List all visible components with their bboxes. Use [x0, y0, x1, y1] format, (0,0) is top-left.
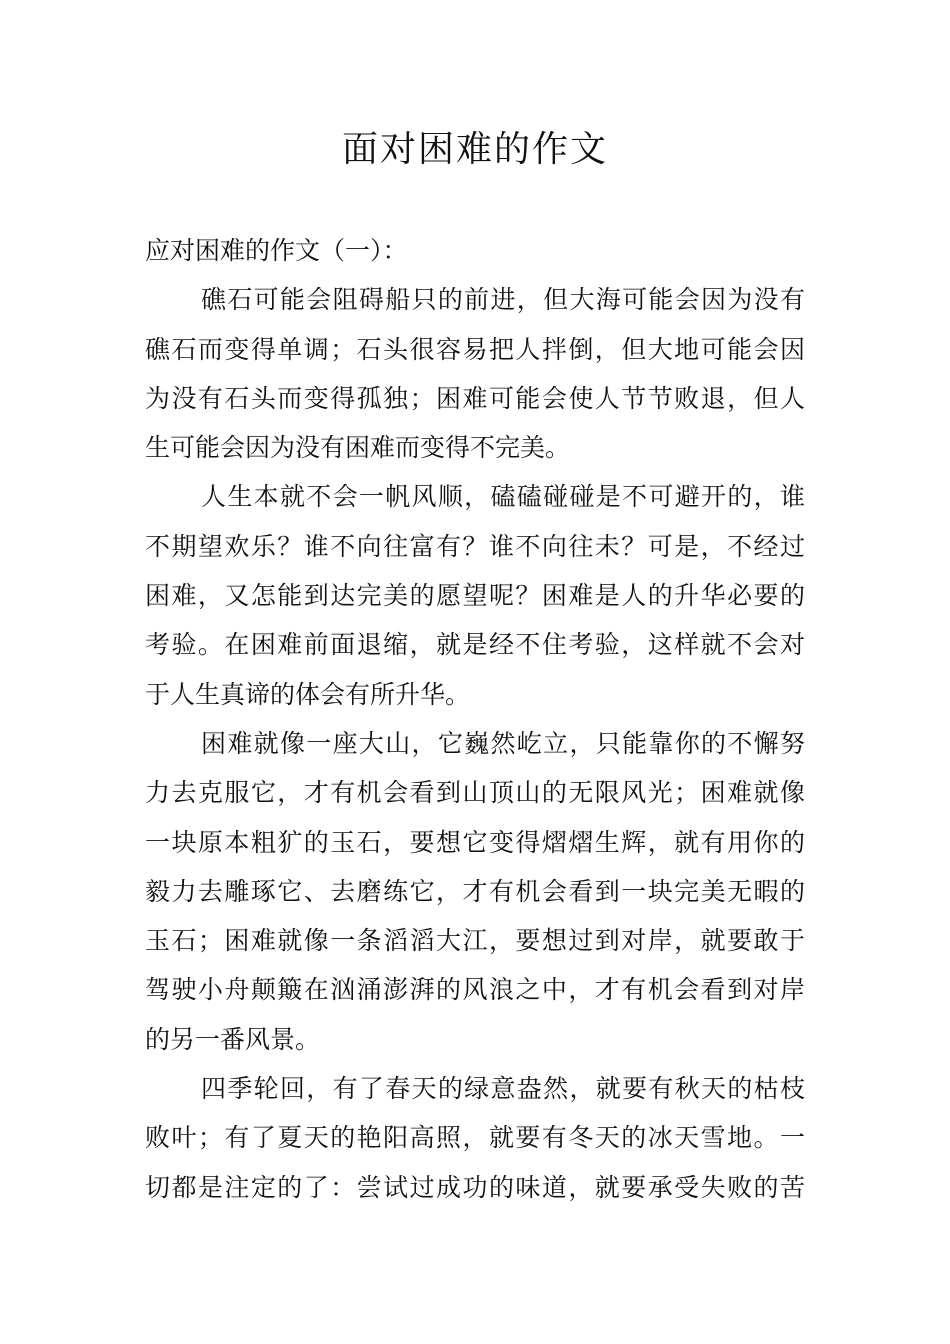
paragraph-3-line-2: 力去克服它，才有机会看到山顶山的无限风光；困难就像 [145, 778, 805, 808]
paragraph-2-line-2: 不期望欢乐？谁不向往富有？谁不向往未？可是，不经过 [145, 531, 805, 561]
paragraph-1-line-2: 礁石而变得单调；石头很容易把人拌倒，但大地可能会因 [145, 334, 805, 364]
document-body [145, 226, 805, 1212]
paragraph-1-line-4: 生可能会因为没有困难而变得不完美。 [145, 433, 571, 463]
paragraph-3-line-4: 毅力去雕琢它、去磨练它，才有机会看到一块完美无暇的 [145, 876, 805, 906]
paragraph-3-line-1: 困难就像一座大山，它巍然屹立，只能靠你的不懈努 [201, 728, 805, 758]
section-subheading: 应对困难的作文（一）： [145, 236, 408, 265]
paragraph-1-line-3: 为没有石头而变得孤独；困难可能会使人节节败退，但人 [145, 383, 805, 413]
paragraph-4-line-1: 四季轮回，有了春天的绿意盎然，就要有秋天的枯枝 [201, 1074, 805, 1104]
paragraph-3-line-3: 一块原本粗犷的玉石，要想它变得熠熠生辉，就有用你的 [145, 827, 805, 857]
paragraph-3-line-6: 驾驶小舟颠簸在汹涌澎湃的风浪之中，才有机会看到对岸 [145, 975, 805, 1005]
paragraph-4-line-2: 败叶；有了夏天的艳阳高照，就要有冬天的冰天雪地。一 [145, 1123, 805, 1153]
paragraph-3-line-7: 的另一番风景。 [145, 1024, 321, 1054]
paragraph-2-line-4: 考验。在困难前面退缩，就是经不住考验，这样就不会对 [145, 630, 805, 660]
paragraph-1-line-1: 礁石可能会阻碍船只的前进，但大海可能会因为没有 [201, 285, 805, 315]
paragraph-2-line-5: 于人生真谛的体会有所升华。 [145, 679, 471, 709]
document-title: 面对困难的作文 [341, 129, 608, 170]
paragraph-3-line-5: 玉石；困难就像一条滔滔大江，要想过到对岸，就要敢于 [145, 926, 805, 956]
paragraph-2-line-3: 困难，又怎能到达完美的愿望呢？困难是人的升华必要的 [145, 581, 805, 611]
paragraph-4-line-3: 切都是注定的了：尝试过成功的味道，就要承受失败的苦 [145, 1172, 805, 1202]
paragraph-2-line-1: 人生本就不会一帆风顺，磕磕碰碰是不可避开的，谁 [201, 482, 805, 512]
